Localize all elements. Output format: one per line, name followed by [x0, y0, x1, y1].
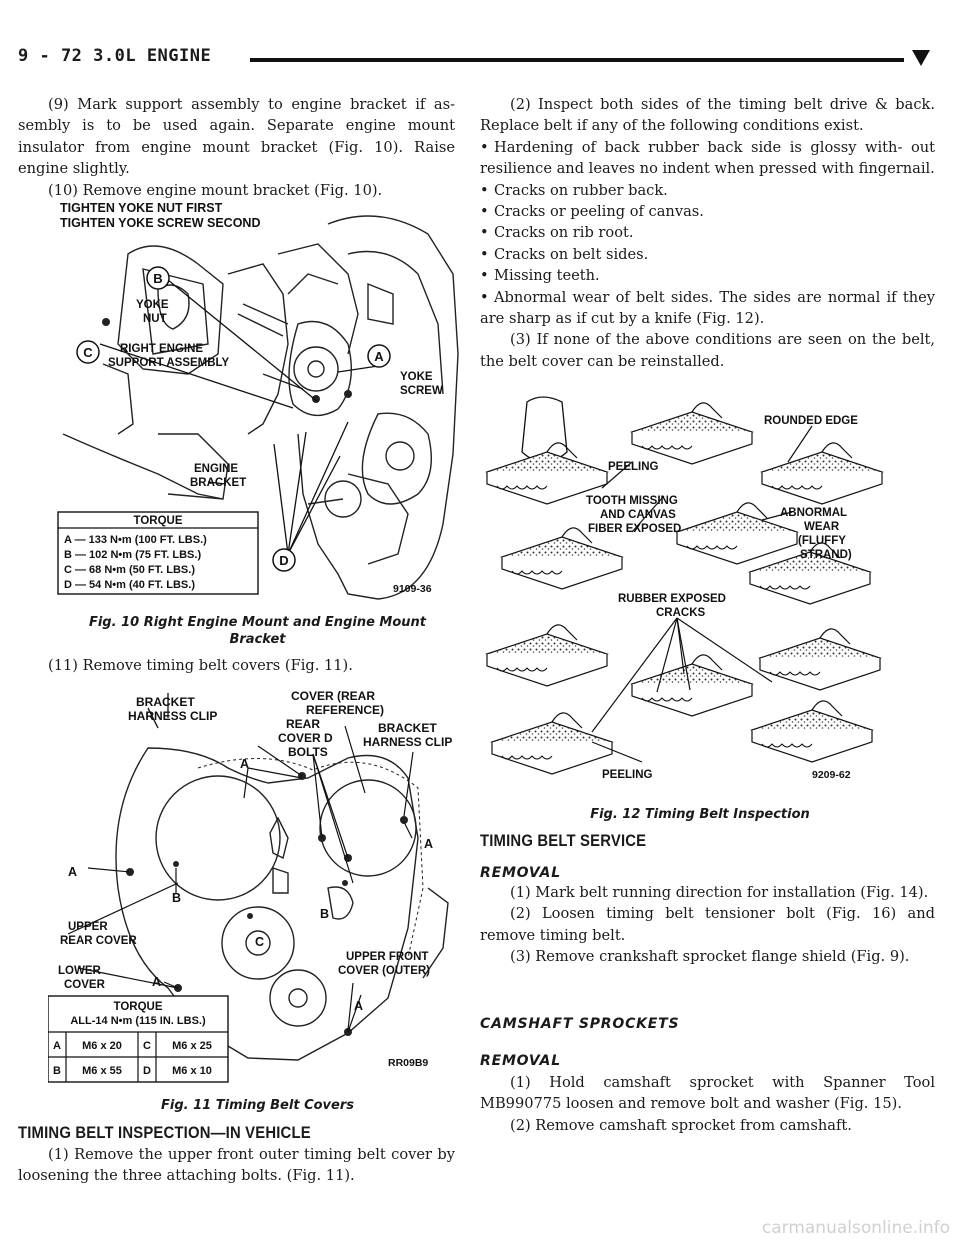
- bullet-icon: •: [480, 224, 489, 242]
- inspection-step-1-text: (1) Remove the upper front outer timing belt cover by loosening the three attaching bolts. (Fig. 11).: [18, 1146, 455, 1185]
- fig10-code: 9109-36: [393, 583, 432, 595]
- fig10-yoke-screw-2: SCREW: [400, 385, 443, 397]
- fig10-label-d: D: [279, 553, 289, 568]
- fig11-code: RR09B9: [388, 1057, 429, 1069]
- fig12-abnormal-4: STRAND): [800, 549, 852, 561]
- fig10-right-engine-1: RIGHT ENGINE: [120, 343, 204, 355]
- fig10-yoke-screw-1: YOKE: [400, 371, 433, 383]
- figure-10-caption-line-2: Bracket: [229, 632, 286, 647]
- step-9-text: (9) Mark support assembly to engine bracket if as- sembly is to be used again. Separate engine mount insulator from engine mount bracket (Fig. 10). Raise engine slightly.: [18, 96, 455, 178]
- figure-11-illustration: [48, 688, 460, 1088]
- fig11-grid-cell: M6 x 25: [172, 1040, 212, 1052]
- left-column-mid: [18, 655, 455, 676]
- list-item: • Hardening of back rubber back side is glossy with- out resilience and leaves no indent when pressed with fingernail.: [480, 138, 935, 178]
- fig10-torque-row: C — 68 N•m (50 FT. LBS.): [64, 564, 195, 576]
- left-column-bottom: [18, 1144, 455, 1187]
- fig11-label-a: A: [424, 837, 434, 851]
- fig11-grid-cell: M6 x 55: [82, 1065, 122, 1077]
- fig10-engine-bracket-2: BRACKET: [190, 477, 247, 489]
- fig11-grid-cell: M6 x 20: [82, 1040, 122, 1052]
- page-header: [18, 44, 934, 78]
- fig11-rear-cover-d-2: COVER D: [278, 731, 333, 745]
- figure-10-caption: [70, 614, 445, 648]
- fig10-torque-row: B — 102 N•m (75 FT. LBS.): [64, 549, 202, 561]
- fig10-yoke-nut-2: NUT: [143, 313, 167, 325]
- list-item: • Missing teeth.: [480, 265, 935, 286]
- inspection-step-3-text: (3) If none of the above conditions are seen on the belt, the belt cover can be reinstalled.: [480, 331, 935, 370]
- removal-step-2-text: (2) Loosen timing belt tensioner bolt (Fig. 16) and remove timing belt.: [480, 905, 935, 944]
- fig11-label-b: B: [172, 891, 182, 905]
- fig11-label-c: C: [255, 935, 265, 949]
- camshaft-step-1-text: (1) Hold camshaft sprocket with Spanner Tool MB990775 loosen and remove bolt and washer (Fig. 15).: [480, 1074, 935, 1113]
- bullet-icon: •: [480, 138, 489, 156]
- fig10-yoke-nut-1: YOKE: [136, 299, 169, 311]
- fig12-rounded-edge: ROUNDED EDGE: [764, 415, 858, 427]
- fig11-label-a: A: [68, 865, 78, 879]
- fig10-right-engine-2: SUPPORT ASSEMBLY: [108, 357, 230, 369]
- fig12-peeling: PEELING: [608, 461, 659, 473]
- fig10-torque-title: TORQUE: [133, 515, 183, 527]
- bullet-icon: •: [480, 267, 489, 285]
- fig12-peeling-bottom: PEELING: [602, 769, 653, 781]
- list-item: • Cracks or peeling of canvas.: [480, 201, 935, 222]
- fig12-abnormal-1: ABNORMAL: [780, 507, 848, 519]
- fig11-upper-rear-1: UPPER: [68, 921, 108, 933]
- list-item: • Cracks on rubber back.: [480, 180, 935, 201]
- fig12-tooth-2: AND CANVAS: [600, 509, 676, 521]
- header-triangle-icon: [912, 50, 930, 66]
- fig11-cover-rear-2: REFERENCE): [306, 703, 385, 717]
- fig11-rear-cover-d-1: REAR: [286, 717, 321, 731]
- removal-step-1-text: (1) Mark belt running direction for installation (Fig. 14).: [510, 884, 929, 901]
- fig12-tooth-1: TOOTH MISSING: [586, 495, 678, 507]
- fig11-torque-title: TORQUE: [113, 1001, 163, 1013]
- fig11-cover-rear-1: COVER (REAR: [291, 689, 376, 703]
- bullet-icon: •: [480, 245, 489, 263]
- inspection-step-2-text: (2) Inspect both sides of the timing belt drive & back. Replace belt if any of the following conditions exist.: [480, 96, 935, 135]
- heading-removal: REMOVAL: [480, 865, 561, 881]
- fig11-label-a: A: [240, 757, 250, 771]
- fig11-grid-cell: B: [53, 1065, 61, 1077]
- fig10-note-1: TIGHTEN YOKE NUT FIRST: [60, 201, 223, 215]
- fig11-upper-rear-2: REAR COVER: [60, 935, 137, 947]
- fig11-grid-cell: A: [53, 1040, 61, 1052]
- step-11-text: (11) Remove timing belt covers (Fig. 11).: [48, 657, 353, 674]
- fig11-grid-cell: C: [143, 1040, 151, 1052]
- list-item: • Abnormal wear of belt sides. The sides are normal if they are sharp as if cut by a knife (Fig. 12).: [480, 288, 935, 328]
- left-column: [18, 94, 455, 201]
- fig11-label-a: A: [354, 999, 364, 1013]
- camshaft-steps: [480, 1072, 935, 1136]
- camshaft-step-2-text: (2) Remove camshaft sprocket from camshaft.: [510, 1116, 852, 1134]
- fig12-rubber-exposed: RUBBER EXPOSED: [618, 593, 726, 605]
- fig11-grid-cell: D: [143, 1065, 151, 1077]
- figure-12-illustration: [482, 392, 902, 792]
- fig10-torque-row: A — 133 N•m (100 FT. LBS.): [64, 534, 207, 546]
- figure-10-caption-line-1: Fig. 10 Right Engine Mount and Engine Mount: [88, 615, 427, 630]
- fig11-torque-sub: ALL-14 N•m (115 IN. LBS.): [70, 1015, 206, 1027]
- heading-removal-2: REMOVAL: [480, 1053, 561, 1069]
- fig10-label-b: B: [153, 271, 163, 286]
- fig10-label-a: A: [374, 349, 384, 364]
- bullet-icon: •: [480, 181, 489, 199]
- watermark: carmanualsonline.info: [761, 1218, 950, 1238]
- removal-step-3-text: (3) Remove crankshaft sprocket flange shield (Fig. 9).: [510, 948, 910, 966]
- heading-timing-belt-inspection: TIMING BELT INSPECTION—IN VEHICLE: [18, 1124, 311, 1142]
- bullet-icon: •: [480, 203, 489, 221]
- figure-10-illustration: [48, 194, 460, 606]
- fig10-torque-row: D — 54 N•m (40 FT. LBS.): [64, 579, 195, 591]
- page-number-section: 9 - 72 3.0L ENGINE: [18, 46, 212, 66]
- fig11-bracket-harness-r2: HARNESS CLIP: [363, 735, 453, 749]
- fig12-abnormal-2: WEAR: [804, 521, 840, 533]
- fig11-bracket-harness-r1: BRACKET: [378, 721, 437, 735]
- fig12-cracks: CRACKS: [656, 607, 706, 619]
- right-column: [480, 94, 935, 372]
- fig10-note-2: TIGHTEN YOKE SCREW SECOND: [60, 216, 261, 230]
- fig12-abnormal-3: (FLUFFY: [798, 535, 846, 547]
- fig11-lower-2: COVER: [64, 979, 105, 991]
- figure-11-caption: Fig. 11 Timing Belt Covers: [161, 1098, 354, 1113]
- fig10-label-c: C: [83, 345, 93, 360]
- fig11-bracket-harness-1: BRACKET: [136, 695, 195, 709]
- fig11-upper-front-1: UPPER FRONT: [346, 951, 429, 963]
- figure-12-caption: Fig. 12 Timing Belt Inspection: [590, 807, 810, 822]
- header-rule: [250, 58, 904, 62]
- fig11-label-a: A: [152, 975, 162, 989]
- list-item: • Cracks on rib root.: [480, 222, 935, 243]
- heading-camshaft-sprockets: CAMSHAFT SPROCKETS: [480, 1016, 680, 1032]
- heading-timing-belt-service: TIMING BELT SERVICE: [480, 832, 647, 850]
- removal-steps: [480, 882, 935, 968]
- fig12-code: 9209-62: [812, 769, 851, 781]
- fig10-engine-bracket-1: ENGINE: [194, 463, 239, 475]
- fig12-tooth-3: FIBER EXPOSED: [588, 523, 682, 535]
- fig11-upper-front-2: COVER (OUTER): [338, 965, 430, 977]
- fig11-bracket-harness-2: HARNESS CLIP: [128, 709, 218, 723]
- fig11-grid-cell: M6 x 10: [172, 1065, 212, 1077]
- fig11-rear-cover-d-3: BOLTS: [288, 745, 328, 759]
- list-item: • Cracks on belt sides.: [480, 244, 935, 265]
- fig11-label-b: B: [320, 907, 330, 921]
- fig11-lower-1: LOWER: [58, 965, 101, 977]
- step-10-text: (10) Remove engine mount bracket (Fig. 10).: [48, 181, 383, 199]
- bullet-icon: •: [480, 288, 489, 306]
